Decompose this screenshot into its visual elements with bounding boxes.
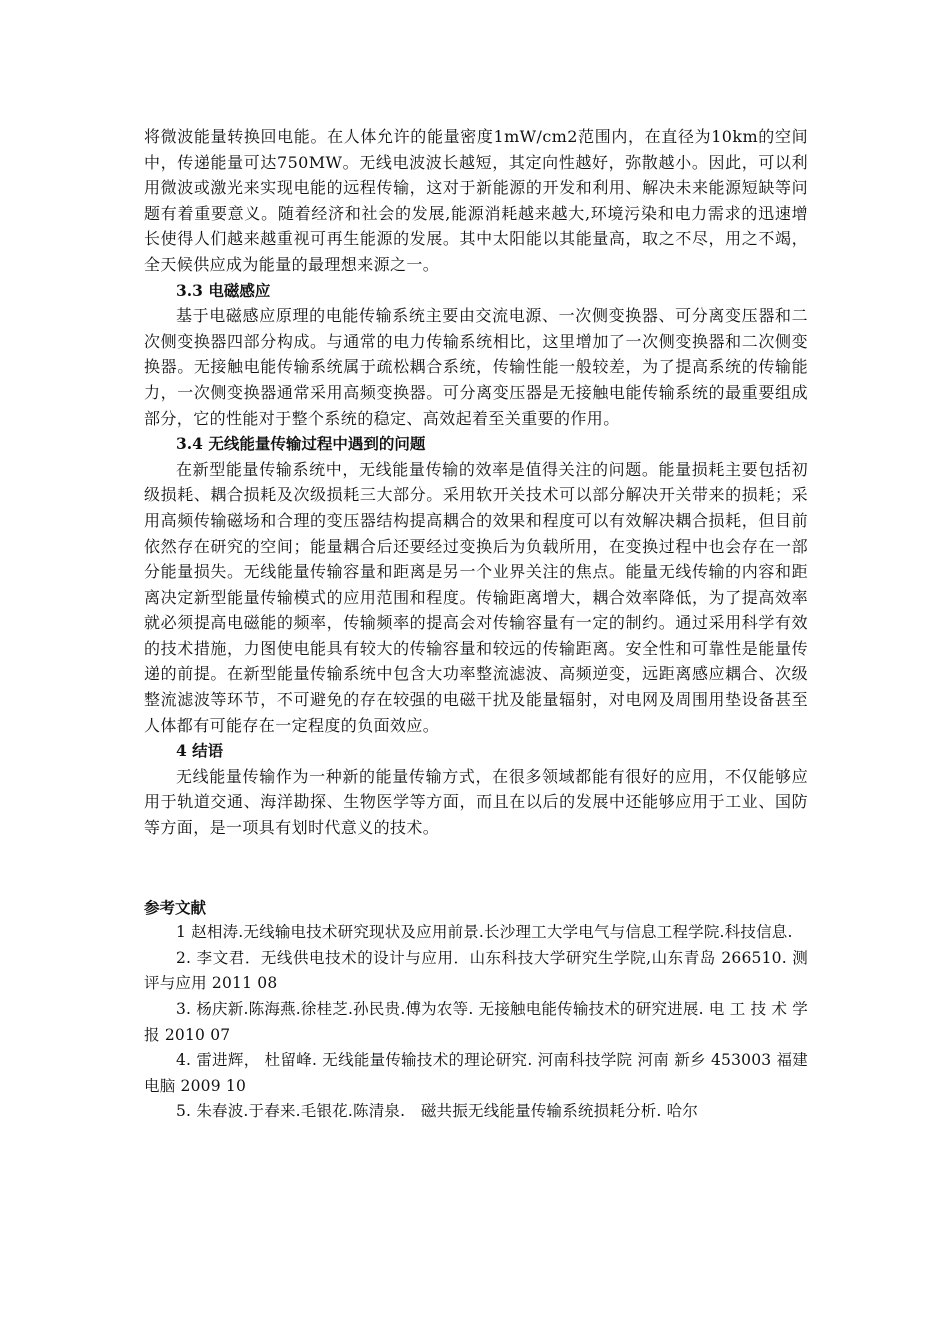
reference-item: 2. 李文君．无线供电技术的设计与应用．山东科技大学研究生学院,山东青岛 266510. 测评与应用 2011 08 bbox=[144, 948, 808, 993]
reference-item: 4. 雷进辉， 杜留峰. 无线能量传输技术的理论研究. 河南科技学院 河南 新乡 453003 福建电脑 2009 10 bbox=[144, 1051, 808, 1095]
intro-paragraph: 将微波能量转换回电能。在人体允许的能量密度1mW/cm2范围内，在直径为10km的空间中，传递能量可达750MW。无线电波波长越短，其定向性越好，弥散越小。因此，可以利用微波或激光来实现电能的远程传输，这对于新能源的开发和利用、解决未来能源短缺等问题有着重要意义。随着经济和社会的发展,能源消耗越来越大,环境污染和电力需求的迅速增长使得人们越来越重视可再生能源的发展。其中太阳能以其能量高，取之不尽，用之不竭，全天候供应成为能量的最理想来源之一。 bbox=[144, 127, 808, 274]
reference-item: 3. 杨庆新.陈海燕.徐桂芝.孙民贵.傅为农等. 无接触电能传输技术的研究进展. 电 工 技 术 学 报 2010 07 bbox=[144, 1000, 808, 1044]
section-3-4-body: 在新型能量传输系统中，无线能量传输的效率是值得关注的问题。能量损耗主要包括初级损耗、耦合损耗及次级损耗三大部分。采用软开关技术可以部分解决开关带来的损耗；采用高频传输磁场和合理的变压器结构提高耦合的效果和程度可以有效解决耦合损耗，但目前依然存在研究的空间；能量耦合后还要经过变换后为负载所用，在变换过程中也会存在一部分能量损失。无线能量传输容量和距离是另一个业界关注的焦点。能量无线传输的内容和距离决定新型能量传输模式的应用范围和程度。传输距离增大，耦合效率降低，为了提高效率就必须提高电磁能的频率，传输频率的提高会对传输容量有一定的制约。通过采用科学有效的技术措施，力图使电能具有较大的传输容量和较远的传输距离。安全性和可靠性是能量传递的前提。在新型能量传输系统中包含大功率整流滤波、高频逆变，远距离感应耦合、次级整流滤波等环节，不可避免的存在较强的电磁干扰及能量辐射，对电网及周围用垫设备甚至人体都有可能存在一定程度的负面效应。 bbox=[144, 459, 808, 735]
section-4-body: 无线能量传输作为一种新的能量传输方式，在很多领域都能有很好的应用，不仅能够应用于轨道交通、海洋勘探、生物医学等方面，而且在以后的发展中还能够应用于工业、国防等方面，是一项具有划时代意义的技术。 bbox=[144, 766, 808, 838]
reference-item: 5. 朱春波.于春来.毛银花.陈清泉. 磁共振无线能量传输系统损耗分析. 哈尔 bbox=[176, 1102, 699, 1121]
reference-item: 1 赵相涛.无线输电技术研究现状及应用前景.长沙理工大学电气与信息工程学院.科技信息. bbox=[176, 923, 793, 942]
references-list bbox=[144, 920, 808, 1125]
references-title: 参考文献 bbox=[144, 897, 207, 917]
section-3-4-heading: 3.4 无线能量传输过程中遇到的问题 bbox=[176, 434, 426, 454]
document-page bbox=[144, 124, 808, 1125]
section-3-3-body: 基于电磁感应原理的电能传输系统主要由交流电源、一次侧变换器、可分离变压器和二次侧变换器四部分构成。与通常的电力传输系统相比，这里增加了一次侧变换器和二次侧变换器。无接触电能传输系统属于疏松耦合系统，传输性能一般较差，为了提高系统的传输能力，一次侧变换器通常采用高频变换器。可分离变压器是无接触电能传输系统的最重要组成部分，它的性能对于整个系统的稳定、高效起着至关重要的作用。 bbox=[144, 306, 808, 428]
section-3-3-heading: 3.3 电磁感应 bbox=[176, 280, 271, 300]
section-4-heading: 4 结语 bbox=[176, 741, 224, 761]
